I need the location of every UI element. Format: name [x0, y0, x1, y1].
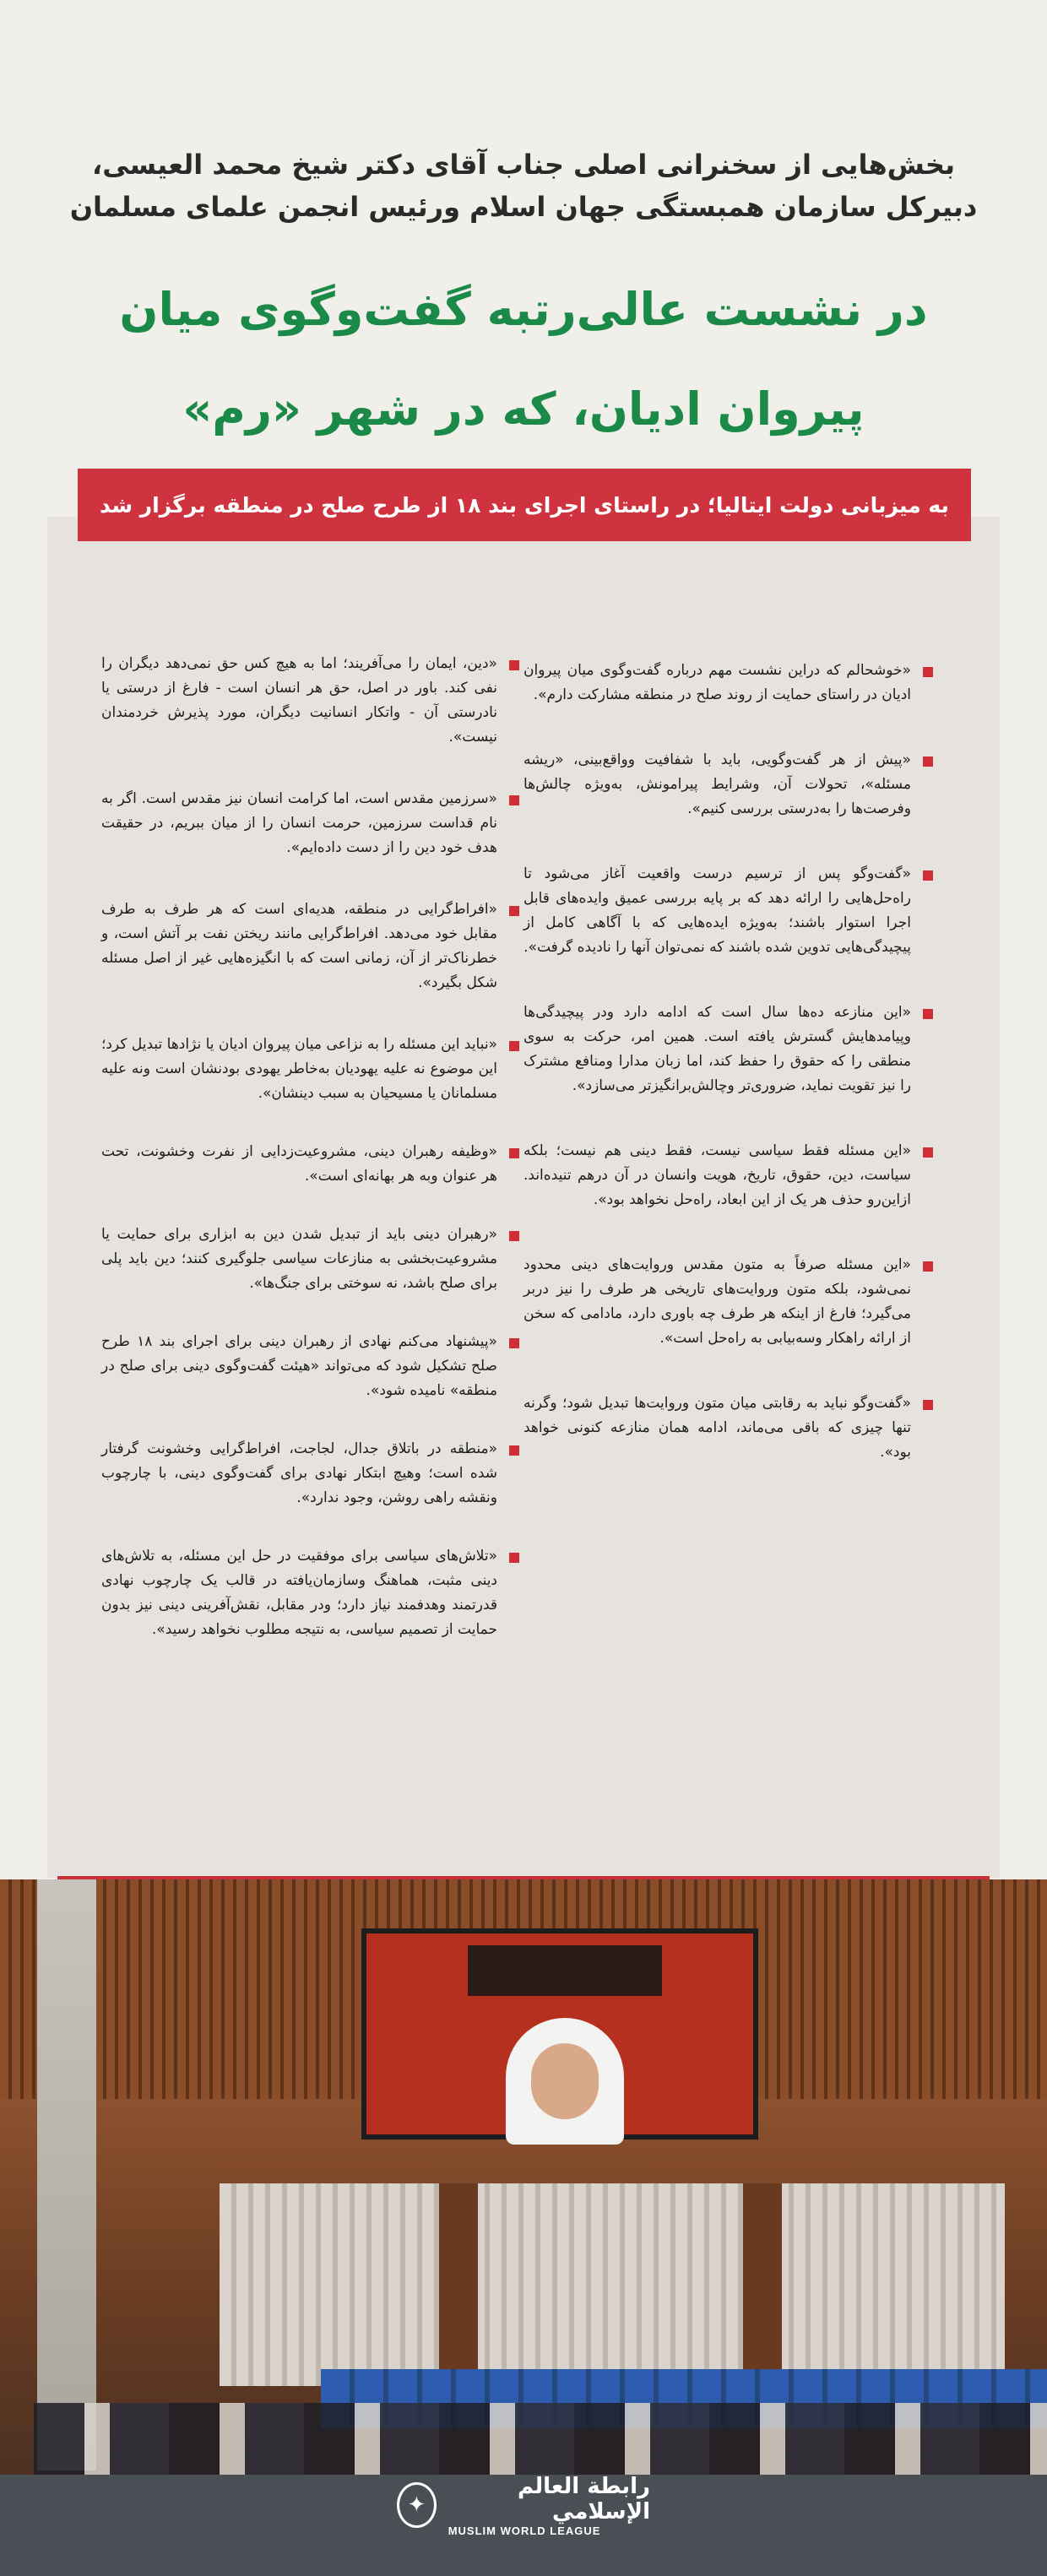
speaker-intro-line-2: دبیرکل سازمان همبستگی جهان اسلام ورئیس انجمن علمای مسلمان — [69, 191, 978, 223]
quote-item — [101, 898, 519, 995]
bullet-icon — [509, 906, 519, 916]
speaker-face — [531, 2043, 599, 2119]
quote-text: «وظیفه رهبران دینی، مشروعیت‌زدایی از نفرت وخشونت، تحت هر عنوان وبه هر بهانه‌ای است». — [101, 1143, 497, 1185]
quote-item — [101, 1544, 519, 1642]
quote-text: «این مسئله صرفاً به متون مقدس وروایت‌های دینی محدود نمی‌شود، بلکه متون وروایت‌های تاریخی هر طرف را نیز دربر می‌گیرد؛ فارغ از اینکه هر طرف چه باوری دارد، مادامی که سخن از ارائه راهکار وسه‌بیابی به راه‌حل است». — [524, 1256, 911, 1347]
quote-text: «افراط‌گرایی در منطقه، هدیه‌ای است که هر طرف به طرف مقابل خود می‌دهد. افراط‌گرایی مانند ریختن نفت بر آتش است، و خطرناک‌تر از آن، زمانی است که با انگیزه‌هایی غیر از اصل مسئله شکل بگیرد». — [101, 901, 497, 991]
bullet-icon — [509, 795, 519, 805]
speaker-intro-line-1: بخش‌هایی از سخنرانی اصلی جناب آقای دکتر شیخ محمد العیسی، — [92, 149, 955, 181]
headline-line-2: پیروان ادیان، که در شهر «رم» — [182, 382, 865, 436]
quote-item — [101, 1033, 519, 1106]
bullet-icon — [509, 1338, 519, 1348]
quote-item — [101, 787, 519, 860]
screen-backdrop-calligraphy — [468, 1945, 662, 1996]
headline — [51, 260, 996, 459]
marble-column — [37, 1879, 96, 2470]
quote-text: «این منازعه ده‌ها سال است که ادامه دارد ودر پیچیدگی‌ها وپیامدهایش گسترش یافته است. همین امر، حرکت به سوی منطقی را که حقوق را حفظ کند، اما زبان مدارا ومنافع مشترک را نیز تقویت نماید، ضروری‌تر وچالش‌برانگیزتر می‌سازد». — [524, 1004, 911, 1094]
quote-item — [101, 1437, 519, 1510]
bullet-icon — [923, 870, 933, 881]
quote-item — [101, 1223, 519, 1296]
quote-text: «نباید این مسئله را به نزاعی میان پیروان ادیان یا نژادها تبدیل کرد؛ این موضوع نه علیه یهودیان به‌خاطر یهودی بودنشان است ونه علیه مسلمانان یا مسیحیان به سبب دینشان». — [101, 1036, 497, 1102]
bullet-icon — [923, 1009, 933, 1019]
quotes-column-left — [101, 618, 519, 1642]
quote-text: «تلاش‌های سیاسی برای موفقیت در حل این مسئله، به تلاش‌های دینی مثبت، هماهنگ وسازمان‌یافته در قالب یک چارچوب نهادی قدرتمند وهدفمند نیاز دارد؛ ودر مقابل، نقش‌آفرینی دینی نیز بدون حمایت از تصمیم سیاسی، به نتیجه مطلوب نخواهد رسید». — [101, 1548, 497, 1638]
bullet-icon — [923, 667, 933, 677]
muslim-world-league-logo — [397, 2471, 650, 2539]
headline-line-1: در نشست عالی‌رتبه گفت‌وگوی میان — [119, 283, 928, 336]
quote-item — [524, 748, 933, 822]
quote-text: «این مسئله فقط سیاسی نیست، فقط دینی هم نیست؛ بلکه سیاست، دین، حقوق، تاریخ، هویت وانسان در آن درهم تنیده‌اند. ازاین‌رو حذف هر یک از این ابعاد، راه‌حل نخواهد بود». — [524, 1142, 911, 1208]
quote-text: «گفت‌وگو پس از ترسیم درست واقعیت آغاز می‌شود تا راه‌حل‌هایی را ارائه دهد که بر پایه بررسی عمیق وایده‌های قابل اجرا استوار باشند؛ به‌ویژه ایده‌هایی که با آگاهی کامل از پیچیدگی‌هایی تدوین شده باشند که نمی‌توان آنها را نادیده گرفت». — [524, 865, 911, 956]
league-emblem-icon: ✦ — [397, 2482, 437, 2528]
bullet-icon — [509, 1041, 519, 1051]
quote-item — [101, 652, 519, 750]
event-banner — [78, 469, 971, 541]
quote-text: «سرزمین مقدس است، اما کرامت انسان نیز مقدس است. اگر به نام قداست سرزمین، حرمت انسان را از میان ببریم، در حقیقت هدف خود دین را از دست داده‌ایم». — [101, 790, 497, 856]
logo-english-text: MUSLIM WORLD LEAGUE — [448, 2524, 601, 2537]
quotes-column-right — [524, 625, 933, 1465]
quote-item — [524, 1391, 933, 1465]
quote-text: «پیشنهاد می‌کنم نهادی از رهبران دینی برای اجرای بند ۱۸ طرح صلح تشکیل شود که می‌تواند «هیئت گفت‌وگوی دینی برای صلح در منطقه» نامیده شود». — [101, 1333, 497, 1399]
quote-text: «منطقه در باتلاق جدال، لجاجت، افراط‌گرایی وخشونت گرفتار شده است؛ وهیچ ابتکار نهادی برای گفت‌وگوی دینی، با چارچوب ونقشه راهی روشن، وجود ندارد». — [101, 1440, 497, 1506]
quote-item — [524, 1001, 933, 1098]
logo-arabic-text: رابطة العالم الإسلامي — [517, 2473, 650, 2524]
quote-item — [101, 1140, 519, 1189]
bullet-icon — [509, 660, 519, 670]
article-header — [51, 144, 996, 459]
bullet-icon — [923, 1400, 933, 1410]
bullet-icon — [509, 1231, 519, 1241]
bullet-icon — [509, 1148, 519, 1158]
bullet-icon — [509, 1553, 519, 1563]
quote-text: «دین، ایمان را می‌آفریند؛ اما به هیچ کس حق نمی‌دهد دیگران را نفی کند. باور در اصل، حق هر انسان است - فارغ از درستی یا نادرستی آن - واتکار انسانیت دیگران، مورد پذیرش خردمندان نیست». — [101, 655, 497, 746]
bullet-icon — [923, 757, 933, 767]
quote-text: «پیش از هر گفت‌وگویی، باید با شفافیت وواقع‌بینی، «ریشه مسئله»، تحولات آن، وشرایط پیرامونش، به‌ویژه چالش‌ها وفرصت‌ها را به‌درستی بررسی کنیم». — [524, 751, 911, 817]
quote-item — [524, 862, 933, 960]
bullet-icon — [509, 1445, 519, 1456]
quote-item — [524, 1253, 933, 1351]
quote-text: «رهبران دینی باید از تبدیل شدن دین به ابزاری برای حمایت یا مشروعیت‌بخشی به منازعات سیاسی جلوگیری کنند؛ دین باید پلی برای صلح باشد، نه سوختی برای جنگ‌ها». — [101, 1226, 497, 1292]
bullet-icon — [923, 1261, 933, 1272]
quote-item — [524, 659, 933, 708]
bullet-icon — [923, 1147, 933, 1158]
video-screen — [361, 1928, 758, 2139]
quote-text: «گفت‌وگو نباید به رقابتی میان متون وروایت‌ها تبدیل شود؛ وگرنه تنها چیزی که باقی می‌ماند، ادامه همان منازعه کنونی خواهد بود». — [524, 1395, 911, 1461]
quote-text: «خوشحالم که دراین نشست مهم درباره گفت‌وگوی میان پیروان ادیان در راستای حمایت از روند صلح در منطقه مشارکت دارم». — [524, 662, 911, 703]
curtains — [220, 2183, 1005, 2386]
quote-item — [524, 1139, 933, 1212]
event-banner-text: به میزبانی دولت ایتالیا؛ در راستای اجرای بند ۱۸ از طرح صلح در منطقه برگزار شد — [100, 492, 949, 518]
quote-item — [101, 1330, 519, 1403]
